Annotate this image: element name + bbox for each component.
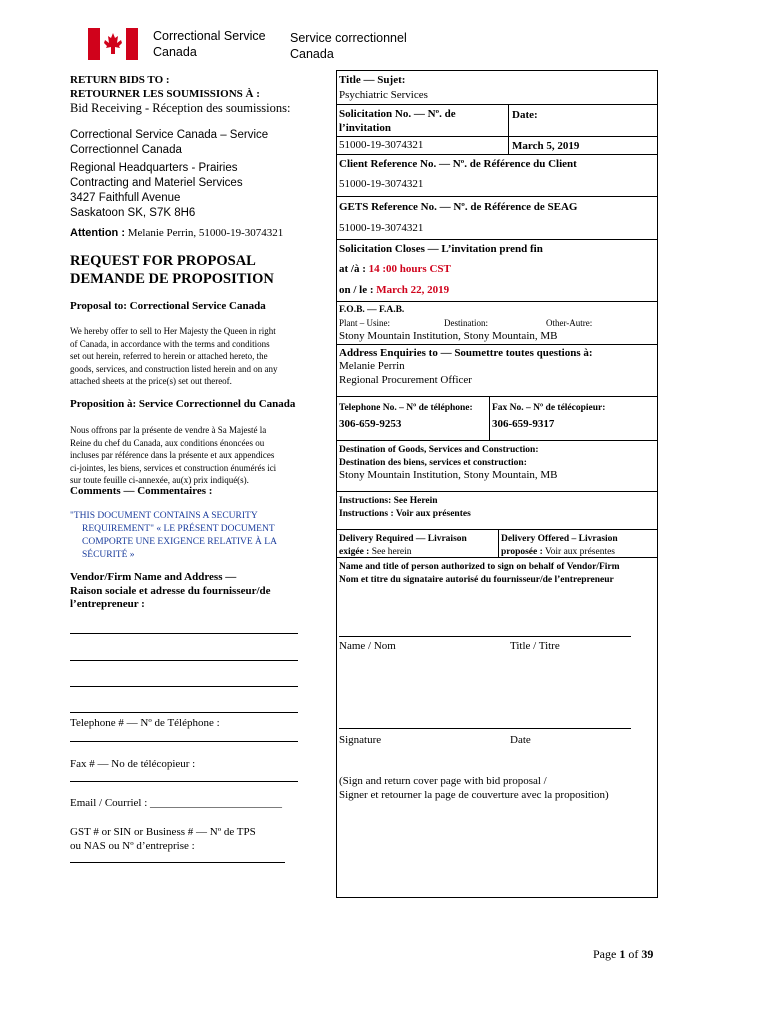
comments-heading: Comments — Commentaires : <box>70 485 213 497</box>
destination-value: Stony Mountain Institution, Stony Mountain, MB <box>339 469 558 481</box>
vendor-heading: Vendor/Firm Name and Address — Raison sociale et adresse du fournisseur/de l’entrepreneur : <box>70 571 271 610</box>
fob-other: Other-Autre: <box>546 318 593 328</box>
closes-at: at /à : 14 :00 hours CST <box>339 263 451 275</box>
client-ref-label: Client Reference No. — Nº. de Référence du Client <box>339 158 577 170</box>
offer-text-en: We hereby offer to sell to Her Majesty the Queen in right of Canada, in accordance with the terms and conditions set out herein, referred to herein or attached hereto, the goods, services, and construction listed herein and on any attached sheets at the price(s) set out thereof. <box>70 326 278 386</box>
vendor-name-line-4[interactable] <box>70 712 298 713</box>
vendor-email-label: Email / Courriel : ________________________ <box>70 797 283 809</box>
gst-line[interactable] <box>70 862 285 863</box>
page-number: Page 1 of 39 <box>593 947 654 961</box>
name-title-line[interactable] <box>339 636 631 637</box>
flag-icon <box>88 28 138 60</box>
return-bids-heading: RETURN BIDS TO : RETOURNER LES SOUMISSIONS À : <box>70 74 260 100</box>
address-enquiries-contact: Melanie Perrin Regional Procurement Officer <box>339 360 472 386</box>
telephone-value: 306-659-9253 <box>339 418 402 430</box>
title-label: Title — Sujet: <box>339 74 406 86</box>
signature-date-line[interactable] <box>339 728 631 729</box>
proposition-a: Proposition à: Service Correctionnel du Canada <box>70 398 296 410</box>
gets-label: GETS Reference No. — Nº. de Référence de SEAG <box>339 201 578 213</box>
security-notice: "THIS DOCUMENT CONTAINS A SECURITY REQUIREMENT" « LE PRÉSENT DOCUMENT COMPORTE UNE EXIGENCE RELATIVE À LA SÉCURITÉ » <box>70 511 277 560</box>
name-label: Name / Nom <box>339 640 396 652</box>
title-value: Psychiatric Services <box>339 89 428 101</box>
client-ref-value: 51000-19-3074321 <box>339 178 424 190</box>
rfp-title: REQUEST FOR PROPOSAL DEMANDE DE PROPOSITION <box>70 253 274 287</box>
gst-label: GST # or SIN or Business # — Nº de TPS ou NAS ou Nº d’entreprise : <box>70 826 256 852</box>
closes-on: on / le : March 22, 2019 <box>339 284 450 296</box>
vendor-name-line-1[interactable] <box>70 633 298 634</box>
dept-name-en: Correctional Service Canada <box>153 29 266 59</box>
delivery-required: Delivery Required — Livraison exigée : See herein <box>339 534 467 557</box>
vendor-name-line-3[interactable] <box>70 686 298 687</box>
fob-value: Stony Mountain Institution, Stony Mountain, MB <box>339 330 558 342</box>
proposal-to: Proposal to: Correctional Service Canada <box>70 300 266 312</box>
vendor-telephone-line[interactable] <box>70 741 298 742</box>
date-value: March 5, 2019 <box>512 140 580 152</box>
date-label-sign: Date <box>510 734 531 746</box>
fob-label: F.O.B. — F.A.B. <box>339 305 405 315</box>
offer-text-fr: Nous offrons par la présente de vendre à Sa Majesté la Reine du chef du Canada, aux conditions énoncées ou incluses par référence dans la présente et aux appendices ci-jointes, les biens, services et construction énumérés ici sur toute feuille ci-annexée, au(x) prix indiqué(s). <box>70 425 277 485</box>
address-enquiries-label: Address Enquiries to — Soumettre toutes questions à: <box>339 347 593 359</box>
vendor-telephone-label: Telephone # — Nº de Téléphone : <box>70 717 220 729</box>
signature-label: Signature <box>339 734 382 746</box>
return-address: Correctional Service Canada – Service Correctionnel Canada Regional Headquarters - Prairies Contracting and Materiel Services 3427 Faithfull Avenue Saskatoon SK, S7K 8H6 <box>70 129 269 219</box>
fax-label: Fax No. – Nº de télécopieur: <box>492 403 606 413</box>
fob-destination: Destination: <box>444 318 488 328</box>
gets-value: 51000-19-3074321 <box>339 222 424 234</box>
dept-name-fr: Service correctionnel Canada <box>290 31 407 61</box>
delivery-offered: Delivery Offered – Livrasion proposée : Voir aux présentes <box>501 534 618 557</box>
fax-value: 306-659-9317 <box>492 418 555 430</box>
canada-flag-logo <box>88 28 138 60</box>
signer-label: Name and title of person authorized to sign on behalf of Vendor/Firm Nom et titre du signataire autorisé du fournisseur/de l’entrepreneur <box>339 562 620 585</box>
destination-label: Destination of Goods, Services and Construction: Destination des biens, services et construction: <box>339 445 539 468</box>
bid-receiving: Bid Receiving - Réception des soumissions: <box>70 101 291 115</box>
sign-return-note: (Sign and return cover page with bid proposal / Signer et retourner la page de couverture avec la proposition) <box>339 775 609 801</box>
vendor-fax-label: Fax # — No de télécopieur : <box>70 758 196 770</box>
title-label-sign: Title / Titre <box>510 640 560 652</box>
closes-label: Solicitation Closes — L’invitation prend fin <box>339 243 543 255</box>
instructions: Instructions: See Herein Instructions : Voir aux présentes <box>339 496 471 519</box>
telephone-label: Telephone No. – Nº de téléphone: <box>339 403 473 413</box>
vendor-name-line-2[interactable] <box>70 660 298 661</box>
attention-line: Attention : Melanie Perrin, 51000-19-3074321 <box>70 227 284 239</box>
solicitation-no-label: Solicitation No. — Nº. de l’invitation <box>339 108 456 134</box>
solicitation-no-value: 51000-19-3074321 <box>339 139 424 151</box>
vendor-fax-line[interactable] <box>70 781 298 782</box>
date-label: Date: <box>512 109 538 121</box>
fob-plant: Plant – Usine: <box>339 318 390 328</box>
